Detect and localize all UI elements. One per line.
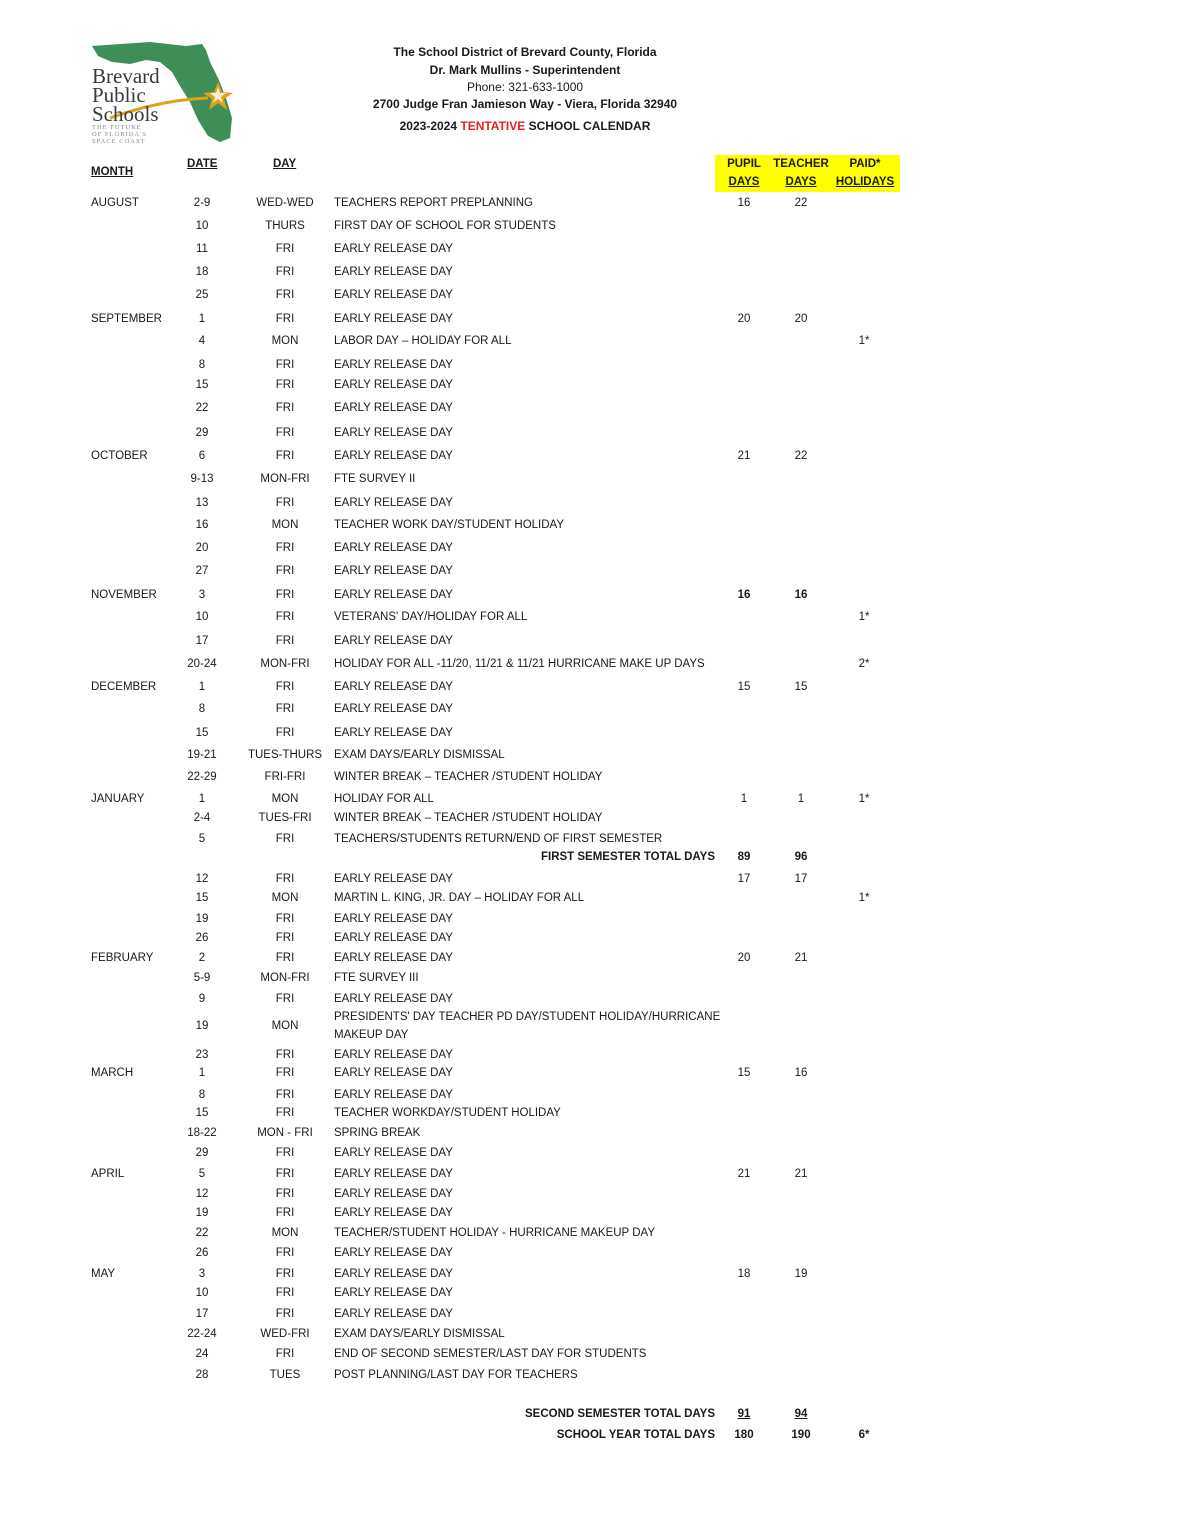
event-cell: EARLY RELEASE DAY xyxy=(334,243,453,255)
day-cell: TUES xyxy=(269,1369,301,1381)
col-month: MONTH xyxy=(91,166,134,178)
table-row xyxy=(0,1308,1187,1324)
date-cell: 10 xyxy=(195,220,209,232)
event-cell: EARLY RELEASE DAY xyxy=(334,1147,453,1159)
day-cell: FRI xyxy=(275,1188,295,1200)
second-semester-label: SECOND SEMESTER TOTAL DAYS xyxy=(525,1408,715,1420)
table-row xyxy=(0,379,1187,395)
date-cell: 28 xyxy=(195,1369,209,1381)
date-cell: 12 xyxy=(195,1188,209,1200)
month-cell: MARCH xyxy=(91,1067,134,1079)
pupil-days-cell: 15 xyxy=(737,1067,751,1079)
day-cell: FRI xyxy=(275,565,295,577)
pupil-days-cell: 16 xyxy=(737,589,751,601)
event-cell: TEACHERS REPORT PREPLANNING xyxy=(334,197,533,209)
table-row xyxy=(0,749,1187,765)
day-cell: FRI xyxy=(275,635,295,647)
day-cell: MON xyxy=(271,793,299,805)
teacher-days-cell: 15 xyxy=(794,681,808,693)
event-cell: POST PLANNING/LAST DAY FOR TEACHERS xyxy=(334,1369,578,1381)
month-cell: AUGUST xyxy=(91,197,139,209)
date-cell: 20-24 xyxy=(187,658,217,670)
event-cell: EARLY RELEASE DAY xyxy=(334,1207,453,1219)
date-cell: 11 xyxy=(196,243,208,255)
table-row xyxy=(0,1348,1187,1364)
date-cell: 23 xyxy=(195,1049,209,1061)
date-cell: 10 xyxy=(195,1287,209,1299)
second-semester-teacher: 94 xyxy=(794,1408,808,1420)
event-cell: EARLY RELEASE DAY xyxy=(334,589,453,601)
paid-holiday-cell: 2* xyxy=(858,658,870,670)
event-cell: EARLY RELEASE DAY xyxy=(334,913,453,925)
event-cell: HOLIDAY FOR ALL xyxy=(334,793,434,805)
day-cell: FRI xyxy=(275,1067,295,1079)
day-cell: FRI xyxy=(275,611,295,623)
table-row xyxy=(0,1127,1187,1143)
month-cell: OCTOBER xyxy=(91,450,148,462)
event-cell: EARLY RELEASE DAY xyxy=(334,703,453,715)
teacher-days-cell: 21 xyxy=(794,952,808,964)
pupil-days-cell: 1 xyxy=(740,793,748,805)
col-teacher-1: TEACHER xyxy=(773,158,829,170)
day-cell: FRI xyxy=(275,427,295,439)
teacher-days-cell: 20 xyxy=(794,313,808,325)
month-cell: MAY xyxy=(91,1268,116,1280)
table-row xyxy=(0,873,1187,889)
table-row xyxy=(0,611,1187,627)
month-cell: APRIL xyxy=(91,1168,125,1180)
year-total-paid: 6* xyxy=(858,1429,870,1441)
table-row xyxy=(0,313,1187,329)
table-row xyxy=(0,266,1187,282)
date-cell: 12 xyxy=(195,873,209,885)
event-cell: WINTER BREAK – TEACHER /STUDENT HOLIDAY xyxy=(334,812,603,824)
date-cell: 18 xyxy=(195,266,209,278)
day-cell: FRI xyxy=(275,952,295,964)
table-row xyxy=(0,1067,1187,1083)
year-total-pupil: 180 xyxy=(734,1429,754,1441)
col-date: DATE xyxy=(187,158,218,170)
event-cell: EARLY RELEASE DAY xyxy=(334,450,453,462)
table-row xyxy=(0,913,1187,929)
event-cell: EARLY RELEASE DAY xyxy=(334,932,453,944)
day-cell: FRI xyxy=(275,497,295,509)
event-cell: EARLY RELEASE DAY xyxy=(334,1287,453,1299)
table-row xyxy=(0,402,1187,418)
event-cell: EARLY RELEASE DAY xyxy=(334,1168,453,1180)
day-cell: TUES-THURS xyxy=(247,749,323,761)
event-cell: FTE SURVEY II xyxy=(334,473,416,485)
teacher-days-cell: 19 xyxy=(794,1268,808,1280)
event-cell: EXAM DAYS/EARLY DISMISSAL xyxy=(334,1328,505,1340)
event-cell: SPRING BREAK xyxy=(334,1127,421,1139)
day-cell: FRI xyxy=(275,289,295,301)
date-cell: 3 xyxy=(198,1268,206,1280)
date-cell: 15 xyxy=(195,727,209,739)
table-row xyxy=(0,1227,1187,1243)
col-day: DAY xyxy=(273,158,297,170)
logo-word-schools: Schools xyxy=(92,102,159,126)
event-cell: FTE SURVEY III xyxy=(334,972,419,984)
day-cell: FRI xyxy=(275,1147,295,1159)
event-cell: WINTER BREAK – TEACHER /STUDENT HOLIDAY xyxy=(334,771,603,783)
day-cell: MON xyxy=(271,1227,299,1239)
col-pupil-2: DAYS xyxy=(728,176,760,188)
day-cell: FRI xyxy=(275,833,295,845)
date-cell: 29 xyxy=(195,427,209,439)
date-cell: 19 xyxy=(195,1020,209,1032)
table-row xyxy=(0,727,1187,743)
day-cell: FRI xyxy=(275,542,295,554)
paid-holiday-cell: 1* xyxy=(858,793,870,805)
table-row xyxy=(0,542,1187,558)
date-cell: 27 xyxy=(195,565,209,577)
event-cell: EARLY RELEASE DAY xyxy=(334,1089,453,1101)
day-cell: FRI xyxy=(275,873,295,885)
teacher-days-cell: 22 xyxy=(794,197,808,209)
date-cell: 9 xyxy=(198,993,206,1005)
event-cell: EARLY RELEASE DAY xyxy=(334,727,453,739)
event-cell: EARLY RELEASE DAY xyxy=(334,402,453,414)
table-row xyxy=(0,450,1187,466)
table-row xyxy=(0,932,1187,948)
day-cell: FRI xyxy=(275,1107,295,1119)
event-cell: EARLY RELEASE DAY xyxy=(334,993,453,1005)
month-cell: DECEMBER xyxy=(91,681,157,693)
date-cell: 1 xyxy=(198,793,206,805)
calendar-title-suffix: SCHOOL CALENDAR xyxy=(528,119,651,133)
month-cell: JANUARY xyxy=(91,793,145,805)
event-cell: EARLY RELEASE DAY xyxy=(334,427,453,439)
day-cell: THURS xyxy=(265,220,305,232)
date-cell: 17 xyxy=(195,635,209,647)
table-row xyxy=(0,1188,1187,1204)
paid-holiday-cell: 1* xyxy=(858,335,870,347)
day-cell: FRI xyxy=(275,1348,295,1360)
table-row xyxy=(0,497,1187,513)
date-cell: 1 xyxy=(198,681,206,693)
month-cell: FEBRUARY xyxy=(91,952,154,964)
event-cell: EARLY RELEASE DAY xyxy=(334,1049,453,1061)
logo-tagline-2: OF FLORIDA'S xyxy=(92,131,147,138)
table-row xyxy=(0,1328,1187,1344)
pupil-days-cell: 18 xyxy=(737,1268,751,1280)
day-cell: FRI xyxy=(275,913,295,925)
table-row xyxy=(0,1089,1187,1105)
day-cell: FRI xyxy=(275,402,295,414)
table-row xyxy=(0,993,1187,1009)
day-cell: FRI xyxy=(275,266,295,278)
table-row xyxy=(0,427,1187,443)
col-teacher-2: DAYS xyxy=(785,176,817,188)
day-cell: MON xyxy=(271,519,299,531)
date-cell: 29 xyxy=(195,1147,209,1159)
event-cell: EARLY RELEASE DAY xyxy=(334,497,453,509)
day-cell: MON xyxy=(271,335,299,347)
event-cell: EARLY RELEASE DAY xyxy=(334,952,453,964)
district-logo xyxy=(90,40,240,145)
day-cell: FRI xyxy=(275,1308,295,1320)
day-cell: FRI xyxy=(275,1268,295,1280)
table-row xyxy=(0,359,1187,375)
date-cell: 5 xyxy=(198,1168,206,1180)
event-cell: MARTIN L. KING, JR. DAY – HOLIDAY FOR ALL xyxy=(334,892,585,904)
event-cell: LABOR DAY – HOLIDAY FOR ALL xyxy=(334,335,512,347)
phone: Phone: 321-633-1000 xyxy=(466,80,584,94)
pupil-days-cell: 20 xyxy=(737,313,751,325)
event-cell: EARLY RELEASE DAY xyxy=(334,681,453,693)
pupil-days-cell: 16 xyxy=(737,197,751,209)
table-row xyxy=(0,565,1187,581)
event-cell: EARLY RELEASE DAY xyxy=(334,1188,453,1200)
date-cell: 2-4 xyxy=(193,812,211,824)
date-cell: 18-22 xyxy=(187,1127,217,1139)
day-cell: FRI xyxy=(275,1089,295,1101)
event-cell: EARLY RELEASE DAY xyxy=(334,1308,453,1320)
event-cell: EXAM DAYS/EARLY DISMISSAL xyxy=(334,749,505,761)
teacher-days-cell: 16 xyxy=(794,1067,808,1079)
event-cell: EARLY RELEASE DAY xyxy=(334,289,453,301)
date-cell: 26 xyxy=(195,1247,209,1259)
table-row xyxy=(0,1107,1187,1123)
address: 2700 Judge Fran Jamieson Way - Viera, Florida 32940 xyxy=(372,97,678,111)
date-cell: 22-24 xyxy=(187,1328,217,1340)
table-row xyxy=(0,892,1187,908)
table-row xyxy=(0,1207,1187,1223)
event-cell: TEACHER WORK DAY/STUDENT HOLIDAY xyxy=(334,519,565,531)
tentative-label: TENTATIVE xyxy=(460,119,526,133)
col-paid-1: PAID* xyxy=(849,158,881,170)
day-cell: FRI xyxy=(275,1207,295,1219)
logo-tagline-1: THE FUTURE xyxy=(92,124,142,131)
year-total-label: SCHOOL YEAR TOTAL DAYS xyxy=(556,1429,715,1441)
date-cell: 22-29 xyxy=(187,771,217,783)
table-row xyxy=(0,220,1187,236)
table-row xyxy=(0,703,1187,719)
date-cell: 2-9 xyxy=(193,197,211,209)
date-cell: 5 xyxy=(198,833,206,845)
event-cell: TEACHER/STUDENT HOLIDAY - HURRICANE MAKEUP DAY xyxy=(334,1227,655,1239)
date-cell: 1 xyxy=(198,1067,206,1079)
table-row xyxy=(0,952,1187,968)
day-cell: MON-FRI xyxy=(260,658,310,670)
paid-holiday-cell: 1* xyxy=(858,611,870,623)
day-cell: WED-FRI xyxy=(260,1328,310,1340)
month-cell: SEPTEMBER xyxy=(91,313,162,325)
table-row xyxy=(0,335,1187,351)
day-cell: FRI xyxy=(275,1247,295,1259)
event-cell-continued: MAKEUP DAY xyxy=(334,1029,409,1041)
day-cell: MON xyxy=(271,1020,299,1032)
calendar-year: 2023-2024 xyxy=(399,119,458,133)
table-row xyxy=(0,473,1187,489)
event-cell: EARLY RELEASE DAY xyxy=(334,635,453,647)
month-cell: NOVEMBER xyxy=(91,589,157,601)
teacher-days-cell: 17 xyxy=(794,873,808,885)
district-name: The School District of Brevard County, Florida xyxy=(393,45,657,59)
date-cell: 5-9 xyxy=(193,972,211,984)
superintendent: Dr. Mark Mullins - Superintendent xyxy=(429,63,621,77)
event-cell: END OF SECOND SEMESTER/LAST DAY FOR STUDENTS xyxy=(334,1348,647,1360)
first-semester-label: FIRST SEMESTER TOTAL DAYS xyxy=(540,851,715,863)
logo-word-public: Public xyxy=(92,83,146,107)
date-cell: 4 xyxy=(198,335,206,347)
day-cell: FRI xyxy=(275,1168,295,1180)
event-cell: EARLY RELEASE DAY xyxy=(334,379,453,391)
logo-word-brevard: Brevard xyxy=(92,64,160,88)
date-cell: 22 xyxy=(195,1227,209,1239)
col-paid-2: HOLIDAYS xyxy=(835,176,895,188)
day-cell: FRI xyxy=(275,703,295,715)
date-cell: 8 xyxy=(198,359,206,371)
event-cell: EARLY RELEASE DAY xyxy=(334,313,453,325)
event-cell: EARLY RELEASE DAY xyxy=(334,565,453,577)
event-cell: PRESIDENTS' DAY TEACHER PD DAY/STUDENT HOLIDAY/HURRICANE xyxy=(334,1011,721,1023)
pupil-days-cell: 17 xyxy=(737,873,751,885)
day-cell: MON - FRI xyxy=(257,1127,313,1139)
day-cell: FRI xyxy=(275,681,295,693)
event-cell: FIRST DAY OF SCHOOL FOR STUDENTS xyxy=(334,220,556,232)
date-cell: 8 xyxy=(198,703,206,715)
day-cell: FRI xyxy=(275,727,295,739)
table-row xyxy=(0,833,1187,849)
date-cell: 19-21 xyxy=(187,749,217,761)
date-cell: 6 xyxy=(198,450,206,462)
teacher-days-cell: 1 xyxy=(797,793,805,805)
table-row xyxy=(0,1369,1187,1385)
table-row xyxy=(0,681,1187,697)
day-cell: FRI xyxy=(275,243,295,255)
date-cell: 8 xyxy=(198,1089,206,1101)
table-row xyxy=(0,793,1187,809)
first-semester-pupil: 89 xyxy=(737,851,751,863)
event-cell: EARLY RELEASE DAY xyxy=(334,1268,453,1280)
date-cell: 1 xyxy=(198,313,206,325)
day-cell: MON-FRI xyxy=(260,473,310,485)
date-cell: 20 xyxy=(195,542,209,554)
date-cell: 24 xyxy=(195,1348,209,1360)
table-row xyxy=(0,635,1187,651)
paid-holiday-cell: 1* xyxy=(858,892,870,904)
day-cell: FRI xyxy=(275,1049,295,1061)
date-cell: 26 xyxy=(195,932,209,944)
event-cell: EARLY RELEASE DAY xyxy=(334,1247,453,1259)
date-cell: 16 xyxy=(195,519,209,531)
table-row xyxy=(0,812,1187,828)
event-cell: TEACHER WORKDAY/STUDENT HOLIDAY xyxy=(334,1107,561,1119)
event-cell: HOLIDAY FOR ALL -11/20, 11/21 & 11/21 HURRICANE MAKE UP DAYS xyxy=(334,658,705,670)
table-row xyxy=(0,1147,1187,1163)
table-row xyxy=(0,1287,1187,1303)
day-cell: FRI xyxy=(275,379,295,391)
calendar-title xyxy=(325,119,725,133)
date-cell: 15 xyxy=(195,379,209,391)
table-row xyxy=(0,197,1187,213)
logo-tagline-3: SPACE COAST xyxy=(92,138,146,145)
table-row xyxy=(0,289,1187,305)
day-cell: WED-WED xyxy=(256,197,314,209)
date-cell: 2 xyxy=(198,952,206,964)
table-row xyxy=(0,771,1187,787)
date-cell: 22 xyxy=(195,402,209,414)
date-cell: 19 xyxy=(195,1207,209,1219)
day-cell: MON-FRI xyxy=(260,972,310,984)
table-row xyxy=(0,243,1187,259)
date-cell: 9-13 xyxy=(190,473,214,485)
table-row xyxy=(0,589,1187,605)
table-row xyxy=(0,1268,1187,1284)
event-cell: EARLY RELEASE DAY xyxy=(334,359,453,371)
teacher-days-cell: 16 xyxy=(794,589,808,601)
table-row xyxy=(0,1049,1187,1065)
day-cell: FRI xyxy=(275,450,295,462)
teacher-days-cell: 21 xyxy=(794,1168,808,1180)
event-cell: VETERANS' DAY/HOLIDAY FOR ALL xyxy=(334,611,528,623)
table-row xyxy=(0,1247,1187,1263)
date-cell: 15 xyxy=(195,892,209,904)
event-cell: EARLY RELEASE DAY xyxy=(334,873,453,885)
day-cell: FRI-FRI xyxy=(264,771,306,783)
day-cell: FRI xyxy=(275,359,295,371)
day-cell: FRI xyxy=(275,932,295,944)
second-semester-pupil: 91 xyxy=(737,1408,751,1420)
day-cell: FRI xyxy=(275,589,295,601)
day-cell: FRI xyxy=(275,313,295,325)
table-row xyxy=(0,972,1187,988)
date-cell: 25 xyxy=(195,289,209,301)
event-cell: TEACHERS/STUDENTS RETURN/END OF FIRST SEMESTER xyxy=(334,833,663,845)
year-total-teacher: 190 xyxy=(791,1429,811,1441)
day-cell: MON xyxy=(271,892,299,904)
first-semester-teacher: 96 xyxy=(794,851,808,863)
teacher-days-cell: 22 xyxy=(794,450,808,462)
table-row xyxy=(0,658,1187,674)
event-cell: EARLY RELEASE DAY xyxy=(334,1067,453,1079)
date-cell: 10 xyxy=(195,611,209,623)
table-row xyxy=(0,519,1187,535)
day-cell: TUES-FRI xyxy=(258,812,312,824)
day-cell: FRI xyxy=(275,1287,295,1299)
pupil-days-cell: 15 xyxy=(737,681,751,693)
day-cell: FRI xyxy=(275,993,295,1005)
date-cell: 13 xyxy=(195,497,209,509)
event-cell: EARLY RELEASE DAY xyxy=(334,266,453,278)
pupil-days-cell: 20 xyxy=(737,952,751,964)
date-cell: 19 xyxy=(195,913,209,925)
date-cell: 17 xyxy=(195,1308,209,1320)
pupil-days-cell: 21 xyxy=(737,1168,751,1180)
table-row xyxy=(0,1168,1187,1184)
table-row xyxy=(0,1011,1187,1041)
date-cell: 15 xyxy=(195,1107,209,1119)
col-pupil-1: PUPIL xyxy=(727,158,761,170)
date-cell: 3 xyxy=(198,589,206,601)
pupil-days-cell: 21 xyxy=(737,450,751,462)
event-cell: EARLY RELEASE DAY xyxy=(334,542,453,554)
